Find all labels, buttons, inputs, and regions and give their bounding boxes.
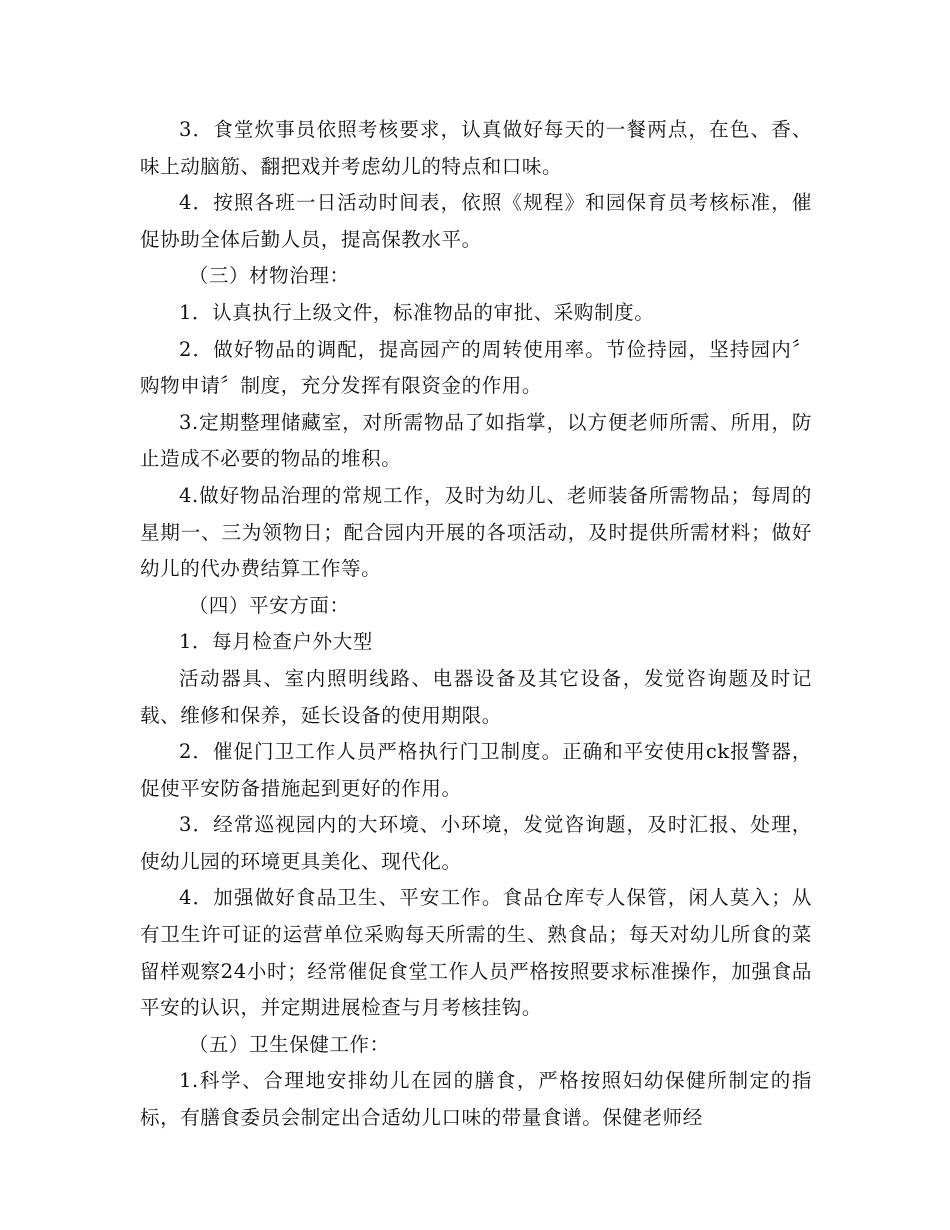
paragraph-item-routine: 4.做好物品治理的常规工作，及时为幼儿、老师装备所需物品；每周的星期一、三为领物日；配合园内开展的各项活动，及时提供所需材料；做好幼儿的代办费结算工作等。 <box>140 483 812 581</box>
paragraph-equipment: 活动器具、室内照明线路、电器设备及其它设备，发觉咨询题及时记载、维修和保养，延长设备的使用期限。 <box>140 666 812 727</box>
paragraph-diet-planning: 1.科学、合理地安排幼儿在园的膳食，严格按照妇幼保健所制定的指标，有膳食委员会制定出合适幼儿口味的带量食谱。保健老师经 <box>140 1069 812 1130</box>
paragraph-approval-procurement: 1．认真执行上级文件，标准物品的审批、采购制度。 <box>179 300 655 324</box>
paragraph-activity-schedule: 4．按照各班一日活动时间表，依照《规程》和园保育员考核标准，催促协助全体后勤人员，提高保教水平。 <box>140 191 812 251</box>
paragraph-storage-room: 3.定期整理储藏室，对所需物品了如指掌，以方便老师所需、所用，防止造成不必要的物品的堆积。 <box>140 410 812 471</box>
paragraph-guard-duty: 2．催促门卫工作人员严格执行门卫制度。正确和平安使用ck报警器，促使平安防备措施起到更好的作用。 <box>140 740 812 800</box>
paragraph-item-allocation: 2．做好物品的调配，提高园产的周转使用率。节俭持园，坚持园内〞购物申请〞制度，充分发挥有限资金的作用。 <box>140 337 812 398</box>
section-heading-materials: （三）材物治理： <box>188 264 350 288</box>
paragraph-food-safety: 4．加强做好食品卫生、平安工作。食品仓库专人保管，闲人莫入；从有卫生许可证的运营单位采购每天所需的生、熟食品；每天对幼儿所食的菜留样观察24小时；经常催促食堂工作人员严格按照要求标准操作，加强食品平安的认识，并定期进展检查与月考核挂钩。 <box>140 886 812 1020</box>
paragraph-monthly-check: 1．每月检查户外大型 <box>179 630 373 654</box>
paragraph-canteen-staff: 3．食堂炊事员依照考核要求，认真做好每天的一餐两点，在色、香、味上动脑筋、翻把戏并考虑幼儿的特点和口味。 <box>140 118 812 178</box>
section-heading-safety: （四）平安方面： <box>188 593 350 617</box>
document-body <box>140 112 812 1137</box>
section-heading-health: （五）卫生保健工作： <box>188 1032 390 1056</box>
paragraph-environment: 3．经常巡视园内的大环境、小环境，发觉咨询题，及时汇报、处理，使幼儿园的环境更具美化、现代化。 <box>140 813 812 873</box>
